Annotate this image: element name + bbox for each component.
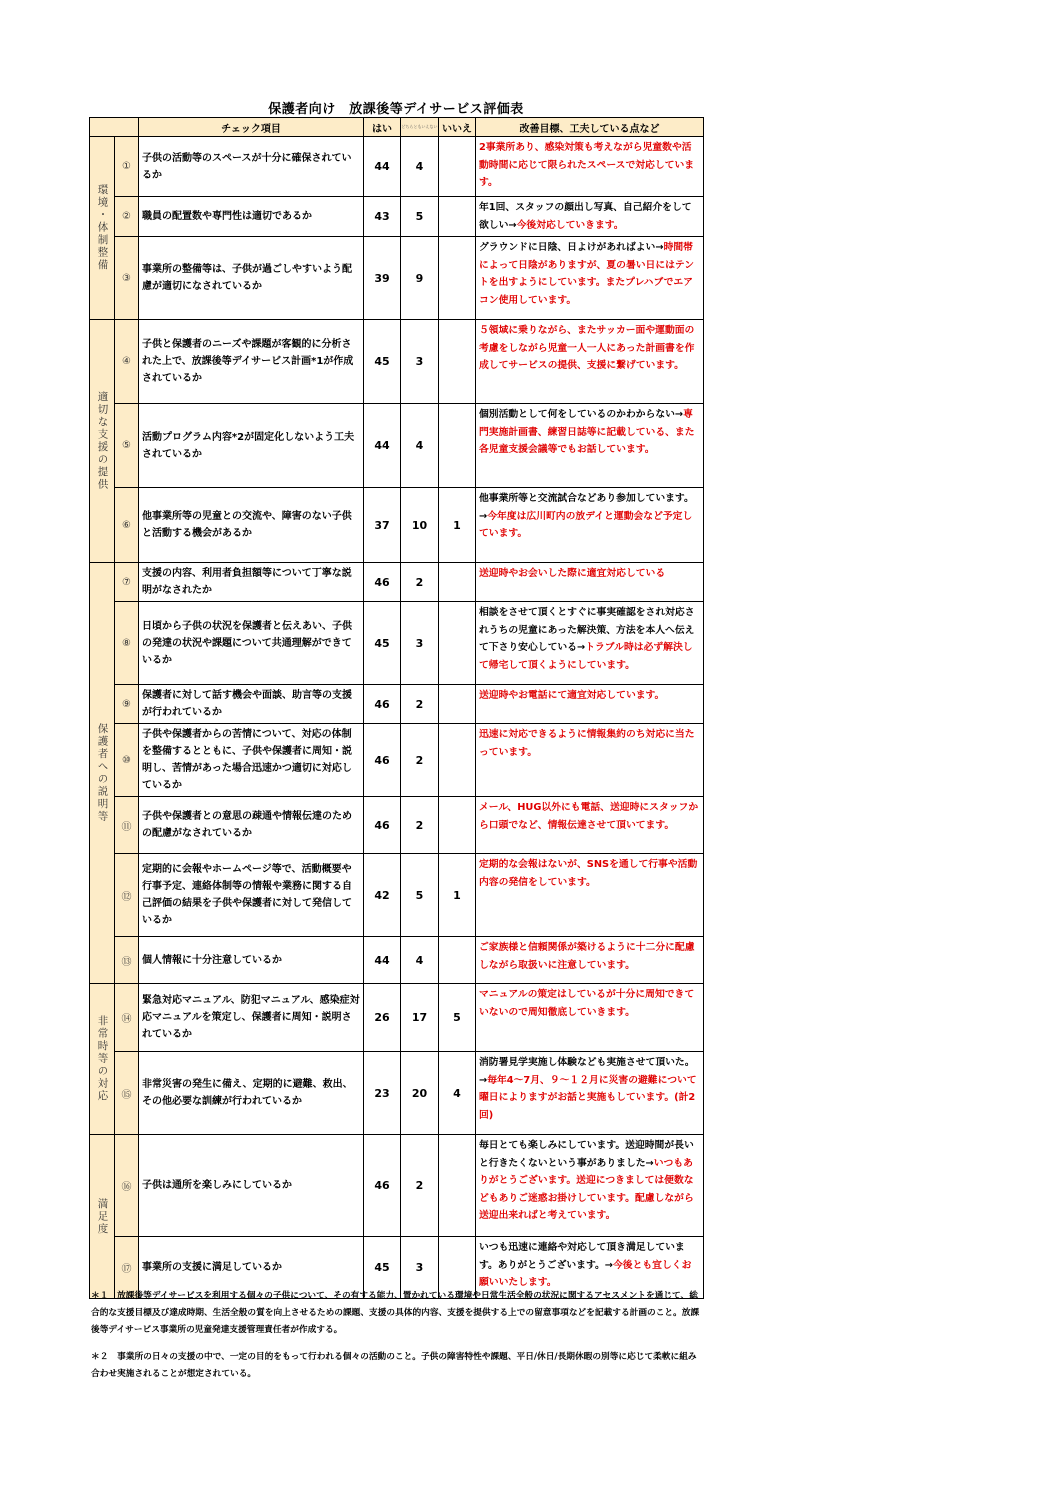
improvement-note	[476, 724, 704, 797]
yes-count: 43	[364, 197, 401, 237]
neutral-count: 3	[401, 320, 439, 404]
improvement-note	[476, 854, 704, 937]
table-row	[90, 404, 704, 488]
item-number: ⑯	[115, 1135, 139, 1237]
table-row	[90, 320, 704, 404]
check-item-text: 緊急対応マニュアル、防犯マニュアル、感染症対応マニュアルを策定し、保護者に周知・説明されているか	[139, 984, 364, 1052]
no-count: 5	[439, 984, 476, 1052]
check-item-text: 定期的に会報やホームページ等で、活動概要や行事予定、連絡体制等の情報や業務に関する自己評価の結果を子供や保護者に対して発信しているか	[139, 854, 364, 937]
no-count	[439, 724, 476, 797]
evaluation-table	[89, 117, 704, 1299]
item-number: ⑥	[115, 488, 139, 563]
yes-count: 46	[364, 1135, 401, 1237]
no-count	[439, 685, 476, 724]
improvement-note	[476, 1052, 704, 1135]
item-number: ⑦	[115, 563, 139, 602]
item-number: ⑬	[115, 937, 139, 984]
page-title: 保護者向け 放課後等デイサービス評価表	[268, 102, 524, 117]
item-number: ⑩	[115, 724, 139, 797]
table-row	[90, 197, 704, 237]
improvement-note	[476, 197, 704, 237]
note-response: トラブル時は必ず解決して帰宅して頂くようにしています。	[479, 642, 693, 671]
item-number: ⑤	[115, 404, 139, 488]
check-item-text: 子供と保護者のニーズや課題が客観的に分析された上で、放課後等デイサービス計画*1が作成されているか	[139, 320, 364, 404]
table-row	[90, 1135, 704, 1237]
table-row	[90, 137, 704, 197]
table-row	[90, 984, 704, 1052]
note-comment: 他事業所等と交流試合などあり参加しています。→	[479, 493, 694, 522]
table-row	[90, 685, 704, 724]
note-response: マニュアルの策定はしているが十分に周知できていないので周知徹底していきます。	[479, 989, 695, 1018]
no-count	[439, 937, 476, 984]
note-response: 専門実施計画書、練習日誌等に記載している、また各児童支援会議等でもお話しています。	[479, 409, 695, 455]
neutral-count: 5	[401, 197, 439, 237]
note-comment: 消防署見学実施し体験なども実施させて頂いた。→	[479, 1057, 695, 1086]
improvement-note	[476, 797, 704, 854]
note-response: いつもありがとうございます。送迎につきましては便数などもありご迷惑お掛けしています。配慮しながら送迎出来ればと考えています。	[479, 1157, 694, 1221]
item-number: ⑫	[115, 854, 139, 937]
item-number: ⑰	[115, 1237, 139, 1299]
category-label: 非常時等の対応	[90, 984, 115, 1135]
note-comment: 毎日とても楽しみにしています。送迎時間が長いと行きたくないという事がありました→	[479, 1140, 694, 1169]
neutral-count: 2	[401, 563, 439, 602]
neutral-count: 2	[401, 797, 439, 854]
yes-count: 26	[364, 984, 401, 1052]
improvement-note	[476, 404, 704, 488]
item-number: ⑮	[115, 1052, 139, 1135]
item-number: ⑧	[115, 602, 139, 685]
header-yes: はい	[364, 118, 401, 137]
table-row	[90, 937, 704, 984]
note-response: 2事業所あり、感染対策も考えながら児童数や活動時間に応じて限られたスペースで対応しています。	[479, 142, 695, 188]
no-count: 4	[439, 1052, 476, 1135]
no-count: 1	[439, 854, 476, 937]
note-response: ご家族様と信頼関係が築けるように十二分に配慮しながら取扱いに注意しています。	[479, 942, 695, 971]
yes-count: 46	[364, 563, 401, 602]
table-body	[90, 137, 704, 1299]
footnotes	[91, 1288, 705, 1393]
item-number: ⑨	[115, 685, 139, 724]
check-item-text: 事業所の支援に満足しているか	[139, 1237, 364, 1299]
yes-count: 42	[364, 854, 401, 937]
neutral-count: 17	[401, 984, 439, 1052]
neutral-count: 10	[401, 488, 439, 563]
improvement-note	[476, 320, 704, 404]
yes-count: 44	[364, 137, 401, 197]
no-count	[439, 1135, 476, 1237]
improvement-note	[476, 685, 704, 724]
note-response: 今年度は広川町内の放デイと運動会など予定しています。	[479, 510, 693, 539]
yes-count: 45	[364, 320, 401, 404]
category-label: 環境・体制整備	[90, 137, 115, 320]
no-count: 1	[439, 488, 476, 563]
neutral-count: 5	[401, 854, 439, 937]
check-item-text: 個人情報に十分注意しているか	[139, 937, 364, 984]
neutral-count: 4	[401, 137, 439, 197]
footnote-1: ＊１ 放課後等デイサービスを利用する個々の子供について、その有する能力、置かれている環境や日常生活全般の状況に関するアセスメントを通じて、総合的な支援目標及び達成時期、生活全般の質を向上させるための課題、支援の具体的内容、支援を提供する上での留意事項などを記載する計画のこと。放課後等デイサービス事業所の児童発達支援管理責任者が作成する。	[91, 1291, 700, 1335]
check-item-text: 保護者に対して話す機会や面談、助言等の支援が行われているか	[139, 685, 364, 724]
improvement-note	[476, 1135, 704, 1237]
no-count	[439, 563, 476, 602]
no-count	[439, 320, 476, 404]
neutral-count: 2	[401, 1135, 439, 1237]
check-item-text: 非常災害の発生に備え、定期的に避難、救出、その他必要な訓練が行われているか	[139, 1052, 364, 1135]
note-comment: 相談をさせて頂くとすぐに事実確認をされ対応されうちの児童にあった解決策、方法を本人へ伝えて下さり安心している→	[479, 607, 695, 653]
footnote-2: ＊２ 事業所の日々の支援の中で、一定の目的をもって行われる個々の活動のこと。子供の障害特性や課題、平日/休日/長期休暇の別等に応じて柔軟に組み合わせ実施されることが想定されている。	[91, 1352, 697, 1379]
header-no: いいえ	[439, 118, 476, 137]
note-response: 今後とも宜しくお願いいたします。	[479, 1259, 692, 1288]
neutral-count: 20	[401, 1052, 439, 1135]
yes-count: 37	[364, 488, 401, 563]
check-item-text: 子供や保護者からの苦情について、対応の体制を整備するとともに、子供や保護者に周知・説明し、苦情があった場合迅速かつ適切に対応しているか	[139, 724, 364, 797]
item-number: ④	[115, 320, 139, 404]
yes-count: 46	[364, 724, 401, 797]
table-row	[90, 237, 704, 320]
table-row	[90, 724, 704, 797]
check-item-text: 子供は通所を楽しみにしているか	[139, 1135, 364, 1237]
no-count	[439, 237, 476, 320]
check-item-text: 日頃から子供の状況を保護者と伝えあい、子供の発達の状況や課題について共通理解ができているか	[139, 602, 364, 685]
note-response: 毎年4～7月、９～１２月に災害の避難について曜日によりますがお話と実施もしています。(計2回)	[479, 1074, 697, 1121]
improvement-note	[476, 137, 704, 197]
improvement-note	[476, 937, 704, 984]
neutral-count: 4	[401, 404, 439, 488]
improvement-note	[476, 237, 704, 320]
yes-count: 39	[364, 237, 401, 320]
yes-count: 44	[364, 937, 401, 984]
table-row	[90, 797, 704, 854]
no-count	[439, 797, 476, 854]
no-count	[439, 404, 476, 488]
item-number: ③	[115, 237, 139, 320]
category-label: 保護者への説明等	[90, 563, 115, 984]
header-blank	[90, 118, 139, 137]
yes-count: 23	[364, 1052, 401, 1135]
note-comment: 個別活動として何をしているのかわからない→	[479, 409, 684, 420]
note-comment: 年1回、スタッフの顔出し写真、自己紹介をして欲しい→	[479, 202, 692, 231]
check-item-text: 子供や保護者との意思の疎通や情報伝達のための配慮がなされているか	[139, 797, 364, 854]
check-item-text: 子供の活動等のスペースが十分に確保されているか	[139, 137, 364, 197]
category-label: 適切な支援の提供	[90, 320, 115, 563]
neutral-count: 3	[401, 1237, 439, 1299]
header-row	[90, 118, 704, 137]
note-comment: いつも迅速に連絡や対応して頂き満足しています。ありがとうございます。→	[479, 1242, 685, 1271]
neutral-count: 2	[401, 724, 439, 797]
item-number: ⑭	[115, 984, 139, 1052]
check-item-text: 職員の配置数や専門性は適切であるか	[139, 197, 364, 237]
table-row	[90, 1052, 704, 1135]
yes-count: 46	[364, 685, 401, 724]
note-response: メール、HUG以外にも電話、送迎時にスタッフから口頭でなど、情報伝達させて頂いてます。	[479, 802, 699, 831]
note-response: 定期的な会報はないが、SNSを通して行事や活動内容の発信をしています。	[479, 859, 698, 888]
header-improvements: 改善目標、工夫している点など	[476, 118, 704, 137]
check-item-text: 支援の内容、利用者負担額等について丁寧な説明がなされたか	[139, 563, 364, 602]
item-number: ①	[115, 137, 139, 197]
neutral-count: 9	[401, 237, 439, 320]
improvement-note	[476, 602, 704, 685]
no-count	[439, 197, 476, 237]
neutral-count: 3	[401, 602, 439, 685]
check-item-text: 活動プログラム内容*2が固定化しないよう工夫されているか	[139, 404, 364, 488]
check-item-text: 他事業所等の児童との交流や、障害のない子供と活動する機会があるか	[139, 488, 364, 563]
no-count	[439, 602, 476, 685]
note-comment: グラウンドに日陰、日よけがあればよい→	[479, 242, 664, 253]
table-row	[90, 563, 704, 602]
category-label: 満足度	[90, 1135, 115, 1299]
table-row	[90, 854, 704, 937]
check-item-text: 事業所の整備等は、子供が過ごしやすいよう配慮が適切になされているか	[139, 237, 364, 320]
neutral-count: 4	[401, 937, 439, 984]
item-number: ⑪	[115, 797, 139, 854]
header-neutral: どちらともいえない	[401, 118, 439, 137]
header-check-item: チェック項目	[139, 118, 364, 137]
note-response: ５領域に乗りながら、またサッカー面や運動面の考慮をしながら児童一人一人にあった計画書を作成してサービスの提供、支援に繋げています。	[479, 325, 695, 371]
item-number: ②	[115, 197, 139, 237]
yes-count: 44	[364, 404, 401, 488]
yes-count: 46	[364, 797, 401, 854]
note-response: 時間帯によって日陰がありますが、夏の暑い日にはテントを出すようにしています。またプレハブでエアコン使用しています。	[479, 242, 695, 306]
no-count	[439, 137, 476, 197]
table-row	[90, 602, 704, 685]
table-row	[90, 488, 704, 563]
note-response: 送迎時やお会いした際に適宜対応している	[479, 568, 666, 579]
note-response: 迅速に対応できるように情報集約のち対応に当たっています。	[479, 729, 695, 758]
note-response: 送迎時やお電話にて適宜対応しています。	[479, 690, 665, 701]
yes-count: 45	[364, 1237, 401, 1299]
improvement-note	[476, 563, 704, 602]
note-response: 今後対応していきます。	[516, 219, 624, 231]
neutral-count: 2	[401, 685, 439, 724]
yes-count: 45	[364, 602, 401, 685]
improvement-note	[476, 488, 704, 563]
improvement-note	[476, 984, 704, 1052]
